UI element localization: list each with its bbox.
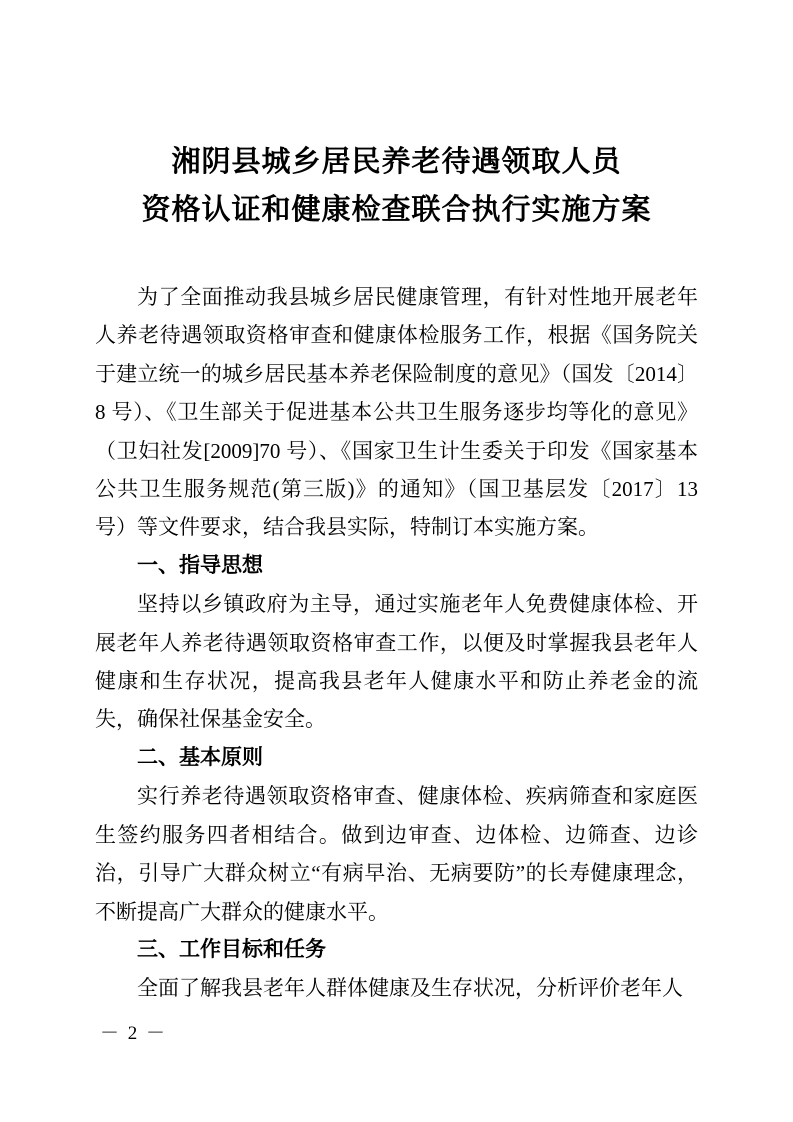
section-1-paragraph: 坚持以乡镇政府为主导，通过实施老年人免费健康体检、开展老年人养老待遇领取资格审查工作，以便及时掌握我县老年人健康和生存状况，提高我县老年人健康水平和防止养老金的流失，确保社保基金安全。 (95, 592, 698, 732)
document-body (95, 278, 698, 1008)
title-line-1: 湘阴县城乡居民养老待遇领取人员 (171, 146, 622, 178)
intro-paragraph: 为了全面推动我县城乡居民健康管理，有针对性地开展老年人养老待遇领取资格审查和健康体检服务工作，根据《国务院关于建立统一的城乡居民基本养老保险制度的意见》（国发〔2014〕8 号）、《卫生部关于促进基本公共卫生服务逐步均等化的意见》（卫妇社发[2009]70 号）、《国家卫生计生委关于印发《国家基本公共卫生服务规范(第三版)》的通知》（国卫基层发〔2017〕13 号）等文件要求，结合我县实际，特制订本实施方案。 (95, 285, 698, 540)
document-content (95, 138, 698, 1008)
section-heading-3: 三、工作目标和任务 (137, 937, 326, 961)
section-3-paragraph: 全面了解我县老年人群体健康及生存状况，分析评价老年人 (137, 976, 683, 1001)
section-heading-2: 二、基本原则 (137, 745, 263, 769)
section-2-paragraph: 实行养老待遇领取资格审查、健康体检、疾病筛查和家庭医生签约服务四者相结合。做到边审查、边体检、边筛查、边诊治，引导广大群众树立“有病早治、无病要防”的长寿健康理念，不断提高广大群众的健康水平。 (95, 784, 698, 924)
title-line-2: 资格认证和健康检查联合执行实施方案 (141, 194, 652, 226)
document-title (95, 138, 698, 234)
section-heading-1: 一、指导思想 (137, 553, 263, 577)
page-number: － 2 － (100, 1023, 168, 1044)
